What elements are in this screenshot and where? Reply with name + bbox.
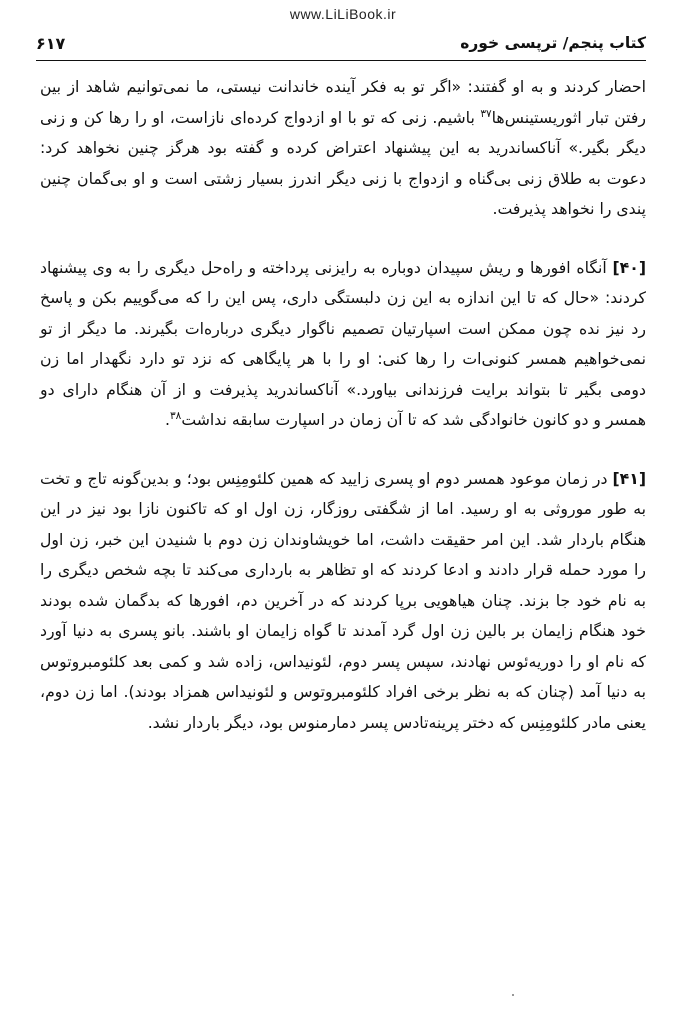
paragraph-text: در زمان موعود همسر دوم او پسری زایید که همین کلئومِنِس بود؛ و بدین‌گونه تاج و تخت به طور موروثی به او رسید. اما از شگفتی روزگار، زن اول او که تاکنون نازا بود نیز در این هنگام باردار شد. این امر حقیقت داشت، اما خویشاوندان زن دوم با شنیدن این خبر، زن اول را مورد حمله قرار دادند و ادعا کردند که او تظاهر به بارداری می‌کند تا بچه شخص دیگری را به نام خود جا بزند. چنان هیاهویی برپا کردند که در آخرین دم، افورها که بدگمان شده بودند خود هنگام زایمان بر بالین زن اول گرد آمدند تا گواه زایمان او باشند. بانو پسری به دنیا آورد که نام او را دوریه‌ئوس نهادند، سپس پسر دوم، لئونیداس، زاده شد و کمی بعد کلئومبروتوس به دنیا آمد (چنان که به نظر برخی افراد کلئومبروتوس و لئونیداس همزاد بودند). اما زن دوم، یعنی مادر کلئومِنِس که دختر پرینه‌تادس پسر دمارمنوس بود، دیگر باردار نشد. bbox=[40, 468, 646, 732]
running-header bbox=[36, 30, 646, 61]
site-watermark: www.LiLiBook.ir bbox=[289, 6, 397, 22]
footnote-marker: ۳۷ bbox=[480, 107, 492, 120]
paragraph bbox=[40, 72, 646, 225]
page-body bbox=[40, 72, 646, 738]
scan-speck bbox=[512, 994, 514, 996]
footnote-marker: ۳۸ bbox=[170, 409, 182, 422]
paragraph-number: [۴۱] bbox=[612, 468, 646, 488]
paragraph bbox=[40, 253, 646, 436]
paragraph-text: . bbox=[165, 410, 171, 429]
page-number: ۶۱۷ bbox=[36, 34, 66, 53]
running-header-title: کتاب پنجم/ ترپسی خوره bbox=[460, 34, 646, 52]
paragraph-text: آنگاه افورها و ریش سپیدان دوباره به رایزنی پرداخته و راه‌حل دیگری را به وی پیشنهاد کردند: «حال که تا این اندازه به این زن دلبستگی داری، پس این را که می‌گوییم بکن و پاسخ رد نیز نده چون ممکن است اسپارتیان تصمیم ناگوار دیگری درباره‌ات بگیرند. ما دیگر از تو نمی‌خواهیم همسر کنونی‌ات را رها کنی: او را با هر پایگاهی که نزد تو دارد نگهدار اما زن دومی بگیر تا بتواند برایت فرزندانی بیاورد.» آناکساندرید پذیرفت و از آن هنگام دارای دو همسر و دو کانون خانوادگی شد که تا آن زمان در اسپارت سابقه نداشت bbox=[40, 257, 646, 429]
paragraph-number: [۴۰] bbox=[612, 257, 646, 277]
paragraph-text: احضار کردند و به او گفتند: «اگر تو به فکر آینده خاندانت نیستی، ما نمی‌توانیم شاهد از بین رفتن تبار اثوریستینس‌ها bbox=[40, 77, 646, 127]
paragraph-text: باشیم. زنی که تو با او ازدواج کرده‌ای نازاست، او را رها کن و زنی دیگر بگیر.» آناکساندرید به این پیشنهاد اعتراض کرده و گفته بود هرگز چنین نخواهد کرد: دعوت به طلاق زنی بی‌گناه و ازدواج با زنی دیگر اندرز بسیار زشتی است و او بی‌گمان چنین پندی را نخواهد پذیرفت. bbox=[40, 107, 646, 218]
paragraph bbox=[40, 464, 646, 739]
